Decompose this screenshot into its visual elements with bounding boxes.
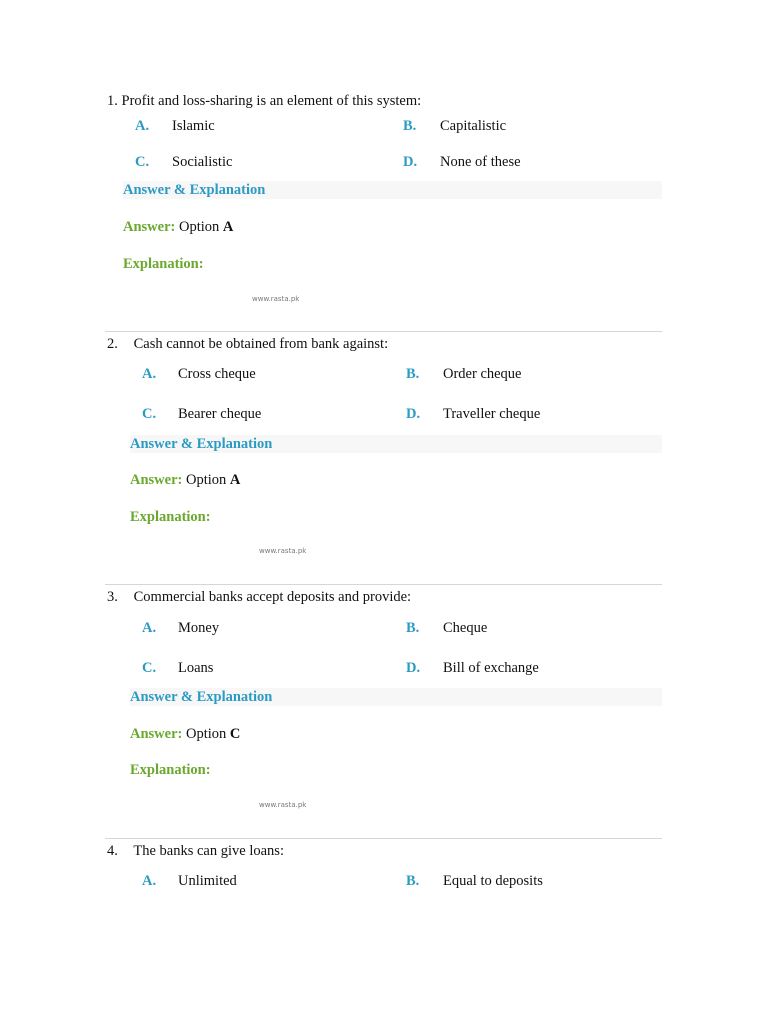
option-text: None of these bbox=[440, 154, 521, 170]
question-number: 1. bbox=[107, 93, 118, 109]
option-letter: A. bbox=[142, 873, 157, 889]
answer-explanation-toggle[interactable] bbox=[130, 688, 662, 706]
option-text: Bill of exchange bbox=[443, 660, 539, 676]
question-stem bbox=[107, 93, 421, 110]
option-letter: B. bbox=[406, 620, 420, 636]
option-letter: A. bbox=[135, 118, 150, 134]
option-text: Cross cheque bbox=[178, 366, 256, 382]
divider bbox=[105, 838, 662, 839]
option-text: Islamic bbox=[172, 118, 215, 134]
option-text: Traveller cheque bbox=[443, 406, 541, 422]
watermark: www.rasta.pk bbox=[259, 547, 307, 555]
question-stem bbox=[107, 843, 284, 860]
option-letter: A. bbox=[142, 366, 157, 382]
option-text: Cheque bbox=[443, 620, 488, 636]
option-text: Bearer cheque bbox=[178, 406, 262, 422]
option-letter: D. bbox=[406, 406, 421, 422]
question-number: 2. bbox=[107, 336, 118, 352]
question-text: Cash cannot be obtained from bank against: bbox=[133, 336, 389, 352]
option-letter: B. bbox=[403, 118, 417, 134]
answer-explanation-label: Answer & Explanation bbox=[130, 689, 273, 705]
option-letter: B. bbox=[406, 366, 420, 382]
option-text: Unlimited bbox=[178, 873, 237, 889]
answer-label: Answer: bbox=[130, 472, 183, 488]
option-text: Equal to deposits bbox=[443, 873, 543, 889]
option-text: Socialistic bbox=[172, 154, 233, 170]
answer-line bbox=[130, 726, 240, 743]
option-letter: A. bbox=[142, 620, 157, 636]
option-letter: C. bbox=[142, 660, 157, 676]
question-text: The banks can give loans: bbox=[133, 843, 284, 859]
divider bbox=[105, 584, 662, 585]
option-letter: D. bbox=[406, 660, 421, 676]
question-stem bbox=[107, 336, 388, 353]
answer-explanation-toggle[interactable] bbox=[123, 181, 662, 199]
divider bbox=[105, 331, 662, 332]
answer-value: C bbox=[229, 726, 241, 742]
option-text: Order cheque bbox=[443, 366, 522, 382]
question-text: Commercial banks accept deposits and provide: bbox=[133, 589, 412, 605]
answer-value: A bbox=[222, 219, 234, 235]
answer-label: Answer: bbox=[130, 726, 183, 742]
option-text: Loans bbox=[178, 660, 214, 676]
answer-explanation-toggle[interactable] bbox=[130, 435, 662, 453]
answer-line bbox=[123, 219, 233, 236]
question-number: 3. bbox=[107, 589, 118, 605]
option-letter: C. bbox=[142, 406, 157, 422]
option-letter: D. bbox=[403, 154, 418, 170]
answer-prefix: Option bbox=[185, 726, 227, 742]
watermark: www.rasta.pk bbox=[252, 295, 300, 303]
answer-explanation-label: Answer & Explanation bbox=[123, 182, 266, 198]
option-text: Capitalistic bbox=[440, 118, 507, 134]
explanation-label: Explanation: bbox=[130, 509, 211, 525]
option-text: Money bbox=[178, 620, 220, 636]
answer-line bbox=[130, 472, 240, 489]
answer-label: Answer: bbox=[123, 219, 176, 235]
watermark: www.rasta.pk bbox=[259, 801, 307, 809]
question-number: 4. bbox=[107, 843, 118, 859]
answer-prefix: Option bbox=[178, 219, 220, 235]
question-stem bbox=[107, 589, 411, 606]
answer-explanation-label: Answer & Explanation bbox=[130, 436, 273, 452]
explanation-label: Explanation: bbox=[123, 256, 204, 272]
option-letter: C. bbox=[135, 154, 150, 170]
answer-prefix: Option bbox=[185, 472, 227, 488]
explanation-label: Explanation: bbox=[130, 762, 211, 778]
answer-value: A bbox=[229, 472, 241, 488]
option-letter: B. bbox=[406, 873, 420, 889]
question-text: Profit and loss-sharing is an element of this system: bbox=[121, 93, 422, 109]
